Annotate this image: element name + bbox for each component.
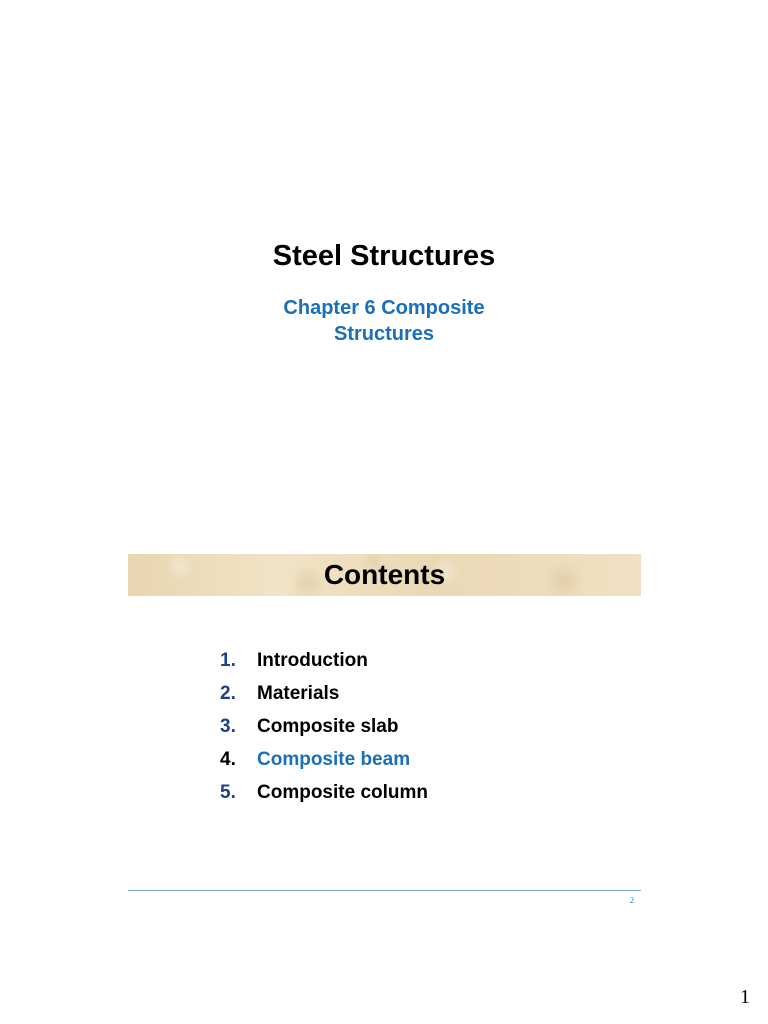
list-item-label: Composite slab	[257, 715, 399, 737]
list-item-number: 1.	[220, 649, 236, 671]
list-item	[216, 710, 428, 743]
list-item-label: Materials	[257, 682, 340, 704]
contents-heading: Contents	[323, 559, 446, 590]
list-item	[216, 677, 428, 710]
slide-subtitle: Chapter 6 Composite Structures	[283, 297, 485, 345]
list-item-label: Composite column	[257, 781, 429, 803]
page-number: 1	[740, 986, 750, 1008]
slide-title: Steel Structures	[272, 240, 496, 272]
list-item-highlighted	[216, 743, 428, 776]
list-item-label: Composite beam	[257, 748, 411, 770]
list-item-number: 2.	[220, 682, 236, 704]
list-item-label: Introduction	[257, 649, 368, 671]
slide-number: 2	[630, 896, 634, 905]
footer-divider	[128, 890, 641, 891]
contents-banner	[128, 554, 641, 596]
list-item-number: 4.	[220, 748, 236, 770]
list-item-number: 3.	[220, 715, 236, 737]
list-item-number: 5.	[220, 781, 236, 803]
list-item	[216, 644, 428, 677]
contents-list	[216, 644, 428, 809]
list-item	[216, 776, 428, 809]
